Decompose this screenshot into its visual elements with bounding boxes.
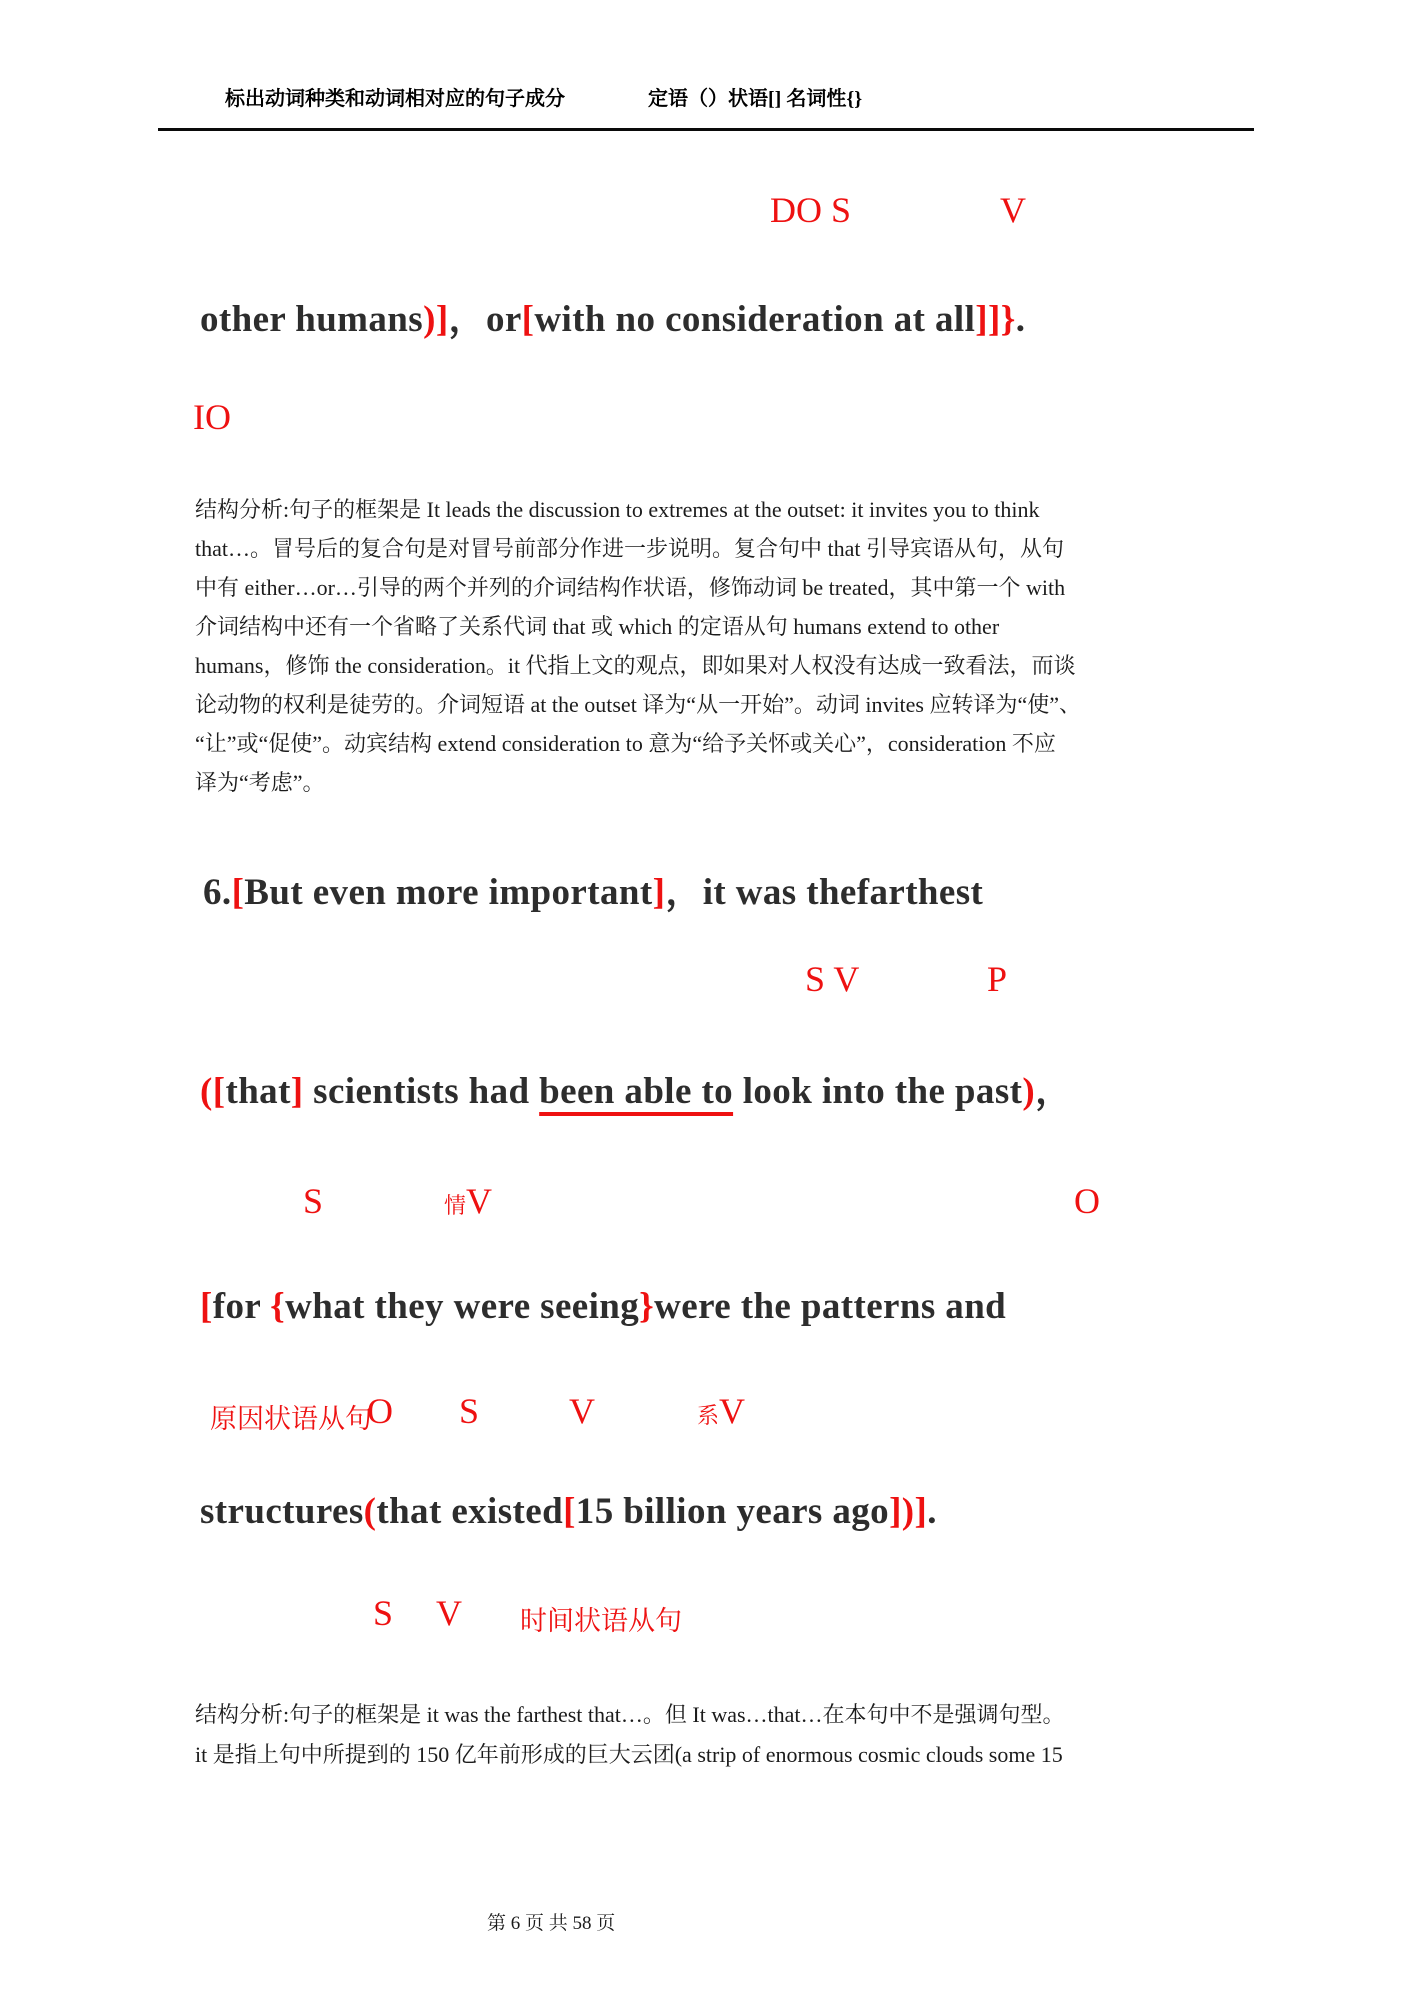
bracket-mark: [ [521, 299, 535, 340]
sentence-6-line-1 [203, 861, 983, 915]
analysis-line: that…。冒号后的复合句是对冒号前部分作进一步说明。复合句中 that 引导宾语从句，从句 [195, 536, 1064, 561]
sentence-text: ，it was thefarthest [665, 872, 984, 913]
sentence-text: ，or [448, 299, 522, 340]
bracket-mark: [ [231, 872, 245, 913]
annotation-time-clause-label: 时间状语从句 [520, 1606, 682, 1636]
bracket-mark: ( [363, 1491, 377, 1532]
analysis-line: “让”或“促使”。动宾结构 extend consideration to 意为“给予关怀或关心”，consideration 不应 [195, 731, 1056, 756]
page-number-footer: 第 6 页 共 58 页 [487, 1913, 616, 1934]
sentence-text: But even more important [244, 872, 653, 913]
annotation-do-s: DO S [770, 190, 852, 230]
annotation-v: V [436, 1593, 462, 1633]
sentence-text: . [927, 1491, 937, 1532]
bracket-mark: ) [1022, 1071, 1036, 1112]
annotation-io: IO [193, 397, 231, 437]
sentence-6-line-3 [200, 1285, 1006, 1328]
bracket-mark: ( [200, 1071, 213, 1112]
annotation-o: O [1074, 1181, 1100, 1221]
analysis-line: it 是指上句中所提到的 150 亿年前形成的巨大云团(a strip of enormous cosmic clouds some 15 [195, 1742, 1063, 1767]
annotation-xi-v [697, 1390, 745, 1432]
annotation-qing: 情 [444, 1193, 467, 1218]
sentence-text: with no consideration at all [534, 299, 976, 340]
bracket-mark: [ [200, 1286, 213, 1327]
brace-mark: { [270, 1286, 286, 1327]
sentence-6-line-2 [200, 1060, 1072, 1114]
sentence-text: . [1015, 299, 1026, 340]
header-divider [158, 128, 1254, 131]
annotation-s: S [373, 1593, 394, 1633]
sentence-text: what they were seeing [285, 1286, 640, 1327]
sentence-6-line-4 [200, 1490, 937, 1533]
analysis-line: 结构分析:句子的框架是 It leads the discussion to extremes at the outset: it invites you to think [195, 497, 1040, 522]
analysis-line: 介词结构中还有一个省略了关系代词 that 或 which 的定语从句 humans extend to other [195, 614, 1000, 639]
sentence-text: that existed [376, 1491, 564, 1532]
annotation-row-do-s-v [0, 189, 1414, 237]
annotation-xi: 系 [697, 1403, 720, 1428]
bracket-mark: ]]} [975, 299, 1016, 340]
annotation-reason-clause-label: 原因状语从句 [210, 1404, 372, 1434]
bracket-mark: ])] [889, 1491, 928, 1532]
annotation-row-s-v-p [0, 958, 1414, 1006]
annotation-row-time-clause [0, 1592, 1414, 1640]
annotation-row-io [0, 396, 1414, 444]
bracket-mark: ] [652, 872, 666, 913]
sentence-text: 15 billion years ago [575, 1491, 890, 1532]
analysis-line: 论动物的权利是徒劳的。介词短语 at the outset 译为“从一开始”。动词 invites 应转译为“使”、 [195, 692, 1082, 717]
annotation-row-s-qingv-o [0, 1180, 1414, 1228]
annotation-row-reason-clause [0, 1390, 1414, 1438]
annotation-v: V [569, 1391, 595, 1431]
analysis-line: 译为“考虑”。 [195, 770, 325, 795]
analysis-line: 结构分析:句子的框架是 it was the farthest that…。但 It was…that…在本句中不是强调句型。 [195, 1702, 1065, 1727]
sentence-number: 6. [203, 872, 232, 913]
annotation-p: P [987, 959, 1008, 999]
bracket-mark: [ [563, 1491, 576, 1532]
sentence-text: that [225, 1071, 291, 1112]
header-left-title: 标出动词种类和动词相对应的句子成分 [225, 88, 565, 110]
annotation-s-v: S V [805, 959, 860, 999]
analysis-paragraph-5 [195, 490, 1081, 802]
analysis-paragraph-6 [195, 1695, 1065, 1775]
annotation-o: O [367, 1391, 393, 1431]
sentence-text: were the patterns and [654, 1286, 1007, 1327]
bracket-mark: ] [290, 1071, 304, 1112]
analysis-line: 中有 either…or…引导的两个并列的介词结构作状语，修饰动词 be treated，其中第一个 with [195, 575, 1066, 600]
annotation-qing-v [444, 1180, 492, 1222]
underlined-phrase: been able to [539, 1071, 734, 1112]
annotation-s: S [303, 1181, 324, 1221]
annotation-v: V [466, 1181, 493, 1221]
sentence-text: look into the past [733, 1071, 1023, 1112]
bracket-mark: )] [423, 299, 449, 340]
sentence-text: scientists had [303, 1071, 540, 1112]
bracket-mark: [ [212, 1071, 226, 1112]
sentence-text: other humans [200, 299, 424, 340]
annotation-v: V [719, 1391, 746, 1431]
annotation-s: S [459, 1391, 480, 1431]
brace-mark: } [639, 1286, 655, 1327]
header-right-legend: 定语（）状语[] 名词性{} [648, 88, 863, 110]
sentence-text: ， [1035, 1071, 1073, 1112]
annotation-v: V [1000, 190, 1026, 230]
sentence-5-continuation [200, 288, 1025, 342]
sentence-text: for [212, 1286, 271, 1327]
sentence-text: structures [200, 1491, 364, 1532]
analysis-line: humans，修饰 the consideration。it 代指上文的观点，即如果对人权没有达成一致看法，而谈 [195, 653, 1076, 678]
